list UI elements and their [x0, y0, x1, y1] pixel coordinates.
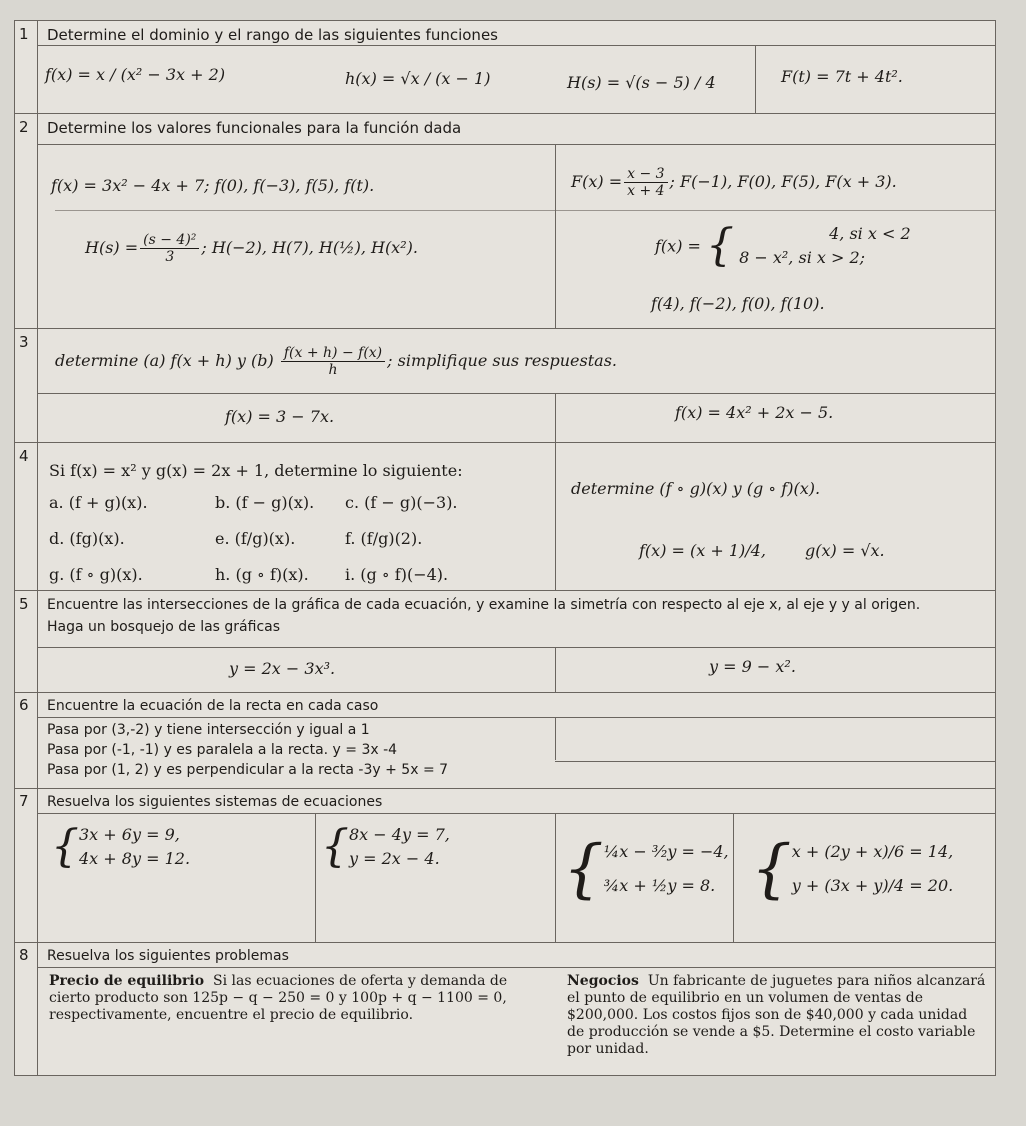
function-f: f(x) = x / (x² − 3x + 2) — [45, 65, 226, 84]
function-3a: f(x) = 3 − 7x. — [225, 407, 335, 426]
item-c: c. (f − g)(−3). — [345, 493, 458, 512]
problem-2d: f(x) = { 4, si x < 2 8 − x², si x > 2; — [655, 220, 911, 271]
item-a: a. (f + g)(x). — [49, 493, 148, 512]
section-5 — [15, 590, 995, 692]
section-subtitle: Haga un bosquejo de las gráficas — [47, 619, 281, 635]
problem-equilibrium-price: Precio de equilibrio Si las ecuaciones de oferta y demanda de cierto producto son 125p − q − 250 = 0 y 100p + q − 1100 = 0, respectivamente, encuentre el precio de equilibrio. — [49, 973, 508, 1023]
section-2 — [15, 113, 995, 328]
function-3b: f(x) = 4x² + 2x − 5. — [675, 403, 834, 422]
system-2: { 8x − 4y = 7, y = 2x − 4. — [321, 821, 450, 872]
section-number: 6 — [19, 696, 29, 714]
problem-2a: f(x) = 3x² − 4x + 7; f(0), f(−3), f(5), f(t). — [51, 176, 375, 195]
function-F: F(t) = 7t + 4t². — [781, 67, 903, 86]
section-title: Determine los valores funcionales para la función dada — [47, 119, 462, 137]
equation-5a: y = 2x − 3x³. — [229, 659, 336, 678]
section-title: Encuentre la ecuación de la recta en cada caso — [47, 698, 379, 714]
section-8 — [15, 942, 995, 1075]
worksheet — [14, 20, 996, 1076]
function-h: h(x) = √x / (x − 1) — [345, 69, 491, 88]
section-prompt: determine (a) f(x + h) y (b) $\frac{f(x + h) - f(x)}{h}$ ; simplifique sus respuestas. — [55, 345, 617, 378]
section-3 — [15, 328, 995, 442]
right-prompt: determine (f ∘ g)(x) y (g ∘ f)(x). — [571, 479, 821, 498]
right-g: g(x) = √x. — [805, 541, 885, 560]
item-i: i. (g ∘ f)(−4). — [345, 565, 449, 584]
item-b: b. (f − g)(x). — [215, 493, 315, 512]
item-g: g. (f ∘ g)(x). — [49, 565, 143, 584]
item-e: e. (f/g)(x). — [215, 529, 296, 548]
item-h: h. (g ∘ f)(x). — [215, 565, 309, 584]
case-3: Pasa por (1, 2) y es perpendicular a la recta -3y + 5x = 7 — [47, 762, 449, 778]
system-3: { ¼x − ³⁄₂y = −4, ¾x + ½y = 8. — [563, 832, 729, 906]
section-title: Encuentre las intersecciones de la gráfica de cada ecuación, y examine la simetría con respecto al eje x, al eje y y al origen. — [47, 597, 921, 613]
section-title: Resuelva los siguientes problemas — [47, 948, 289, 964]
section-intro: Si f(x) = x² y g(x) = 2x + 1, determine lo siguiente: — [49, 461, 463, 480]
system-4: { x + (2y + x)/6 = 14, y + (3x + y)/4 = 20. — [751, 832, 954, 906]
function-H: H(s) = √(s − 5) / 4 — [567, 73, 716, 92]
problem-2c: H(s) = $\frac{\text{(s − 4)²}}{3}$ ; H(−2), H(7), H(½), H(x²). — [85, 232, 418, 265]
section-number: 5 — [19, 595, 29, 613]
problem-2b: F(x) = $\frac{x - 3}{x + 4}$ ; F(−1), F(0), F(5), F(x + 3). — [571, 166, 897, 199]
section-title: Determine el dominio y el rango de las siguientes funciones — [47, 26, 498, 44]
system-1: { 3x + 6y = 9, 4x + 8y = 12. — [51, 821, 191, 872]
case-2: Pasa por (-1, -1) y es paralela a la recta. y = 3x -4 — [47, 742, 398, 758]
section-7 — [15, 788, 995, 942]
right-f: f(x) = (x + 1)/4, — [639, 541, 766, 560]
section-4 — [15, 442, 995, 590]
section-number: 7 — [19, 792, 29, 810]
section-6 — [15, 692, 995, 788]
section-number: 1 — [19, 25, 29, 43]
section-title: Resuelva los siguientes sistemas de ecuaciones — [47, 794, 383, 810]
section-number: 3 — [19, 333, 29, 351]
equation-5b: y = 9 − x². — [709, 657, 796, 676]
problem-business: Negocios Un fabricante de juguetes para niños alcanzará el punto de equilibrio en un volumen de ventas de $200,000. Los costos fijos son de $40,000 y cada unidad de producción se vende a $5. Determine el costo variable por unidad. — [567, 973, 986, 1057]
problem-2d-values: f(4), f(−2), f(0), f(10). — [651, 294, 825, 313]
section-1 — [15, 21, 995, 113]
section-number: 4 — [19, 447, 29, 465]
item-d: d. (fg)(x). — [49, 529, 125, 548]
section-number: 2 — [19, 118, 29, 136]
section-number: 8 — [19, 946, 29, 964]
case-1: Pasa por (3,-2) y tiene intersección y igual a 1 — [47, 722, 370, 738]
item-f: f. (f/g)(2). — [345, 529, 423, 548]
